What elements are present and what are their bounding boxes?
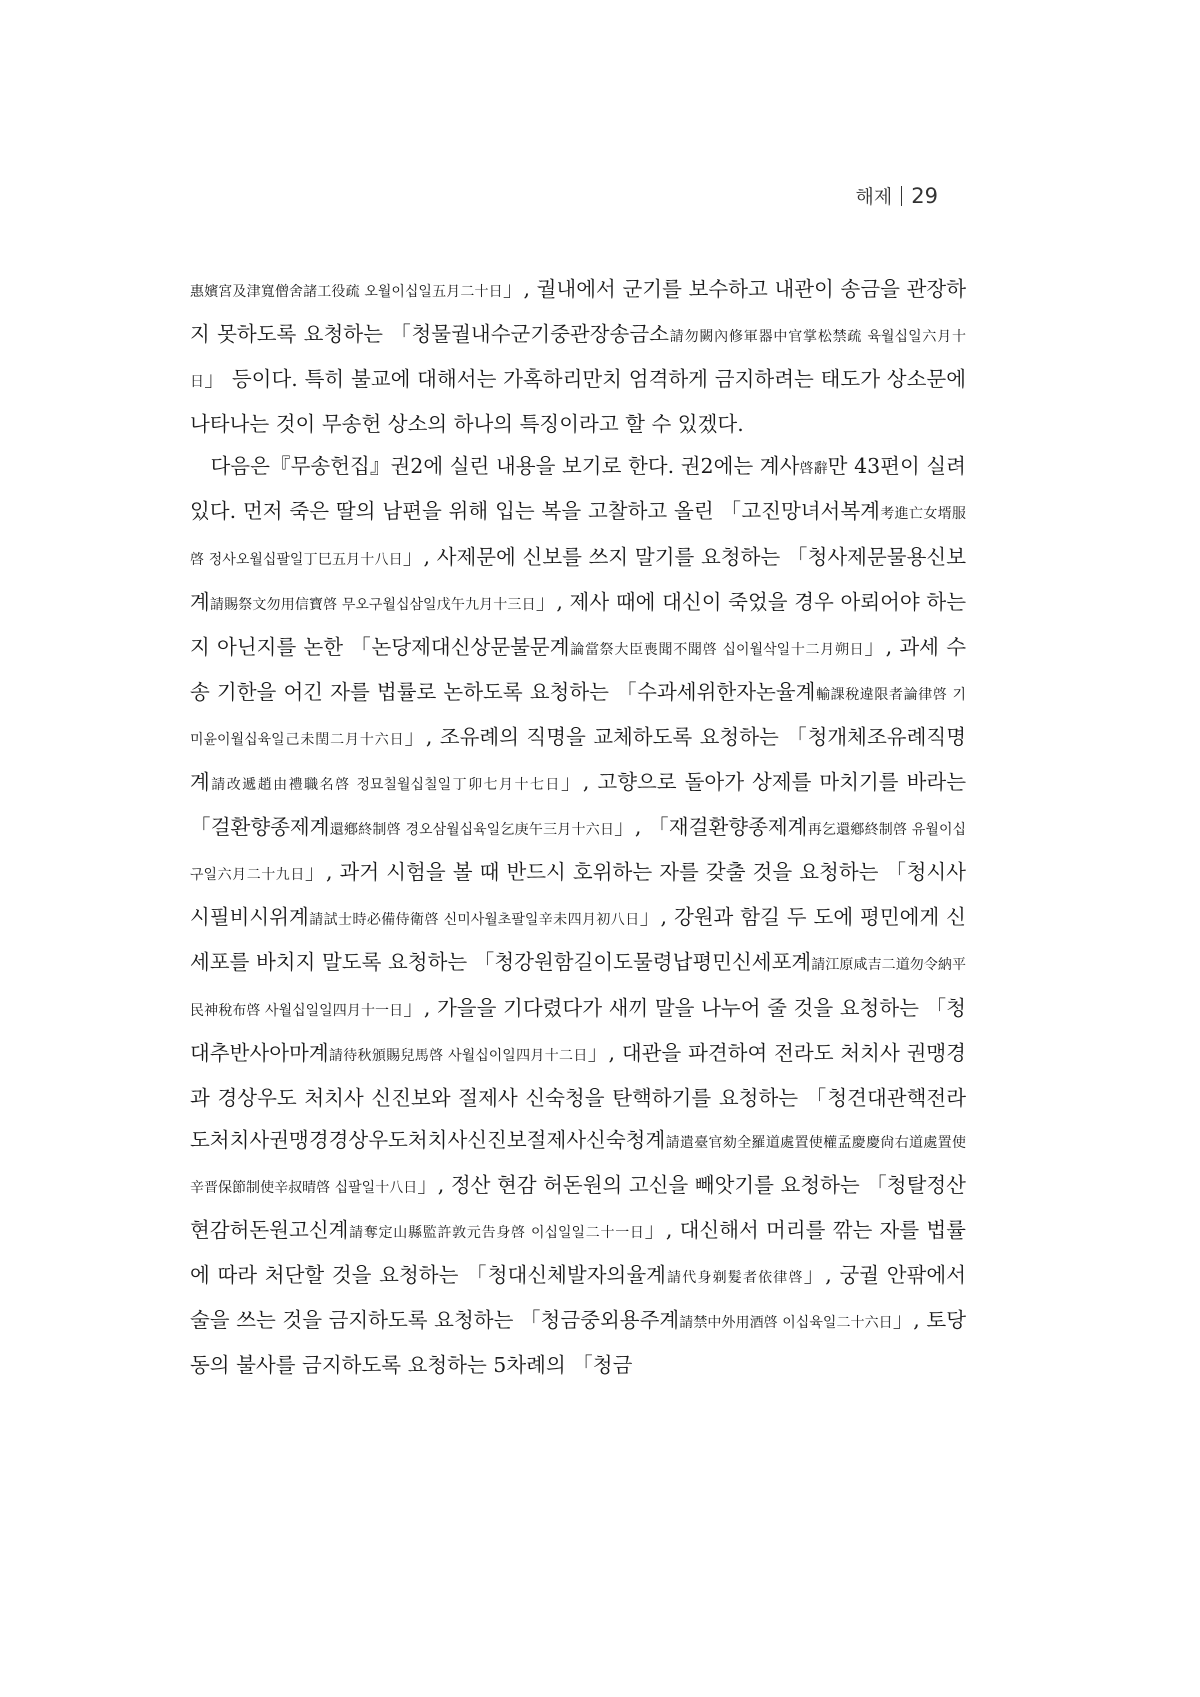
citation-annotation: 請代身剃髮者依律啓	[665, 1270, 804, 1287]
text-run: 」, 대신해서 머리를 깎는 자를 법률에 따라 처단할 것을 요청하는 「청대신체발자의율계	[190, 1217, 966, 1288]
text-run: 」, 대관을 파견하여 전라도 처치사 권맹경과 경상우도 처치사 신진보와 절제사 신숙청을 탄핵하기를 요청하는 「청견대관핵전라도처치사권맹경경상우도처치사신진보절제사신숙청계	[190, 1040, 966, 1152]
citation-annotation: 請改遞趙由禮職名啓 정묘칠월십칠일丁卯七月十七日	[209, 777, 561, 794]
citation-annotation: 還鄕終制啓 경오삼월십육일乞庚午三月十六日	[329, 822, 615, 839]
citation-annotation: 請禁中外用酒啓 이십육일二十六日	[679, 1315, 893, 1332]
citation-annotation: 請江原咸吉二道勿令納平民神稅布啓 사월십일일四月十一日	[190, 957, 967, 1019]
body-text	[190, 268, 966, 1386]
running-header	[856, 182, 938, 209]
citation-annotation: 再乞還鄕終制啓 유월이십구일六月二十九日	[190, 822, 966, 884]
header-section-title: 해제	[855, 186, 893, 208]
citation-annotation: 輸課稅違限者論律啓 기미윤이월십육일己未閏二月十六日	[190, 686, 966, 748]
text-run: 」, 궐내에서 군기를 보수하고 내관이 송금을 관장하지 못하도록 요청하는 「청물궐내수군기중관장송금소	[190, 277, 966, 347]
text-run: 」, 사제문에 신보를 쓰지 말기를 요청하는 「청사제문물용신보계	[190, 544, 966, 614]
citation-annotation: 請待秋頒賜兒馬啓 사월십이일四月十二日	[328, 1047, 588, 1064]
text-run: 」, 과세 수송 기한을 어긴 자를 법률로 논하도록 요청하는 「수과세위한자논율계	[190, 634, 966, 704]
text-run: 」, 궁궐 안팎에서 술을 쓰는 것을 금지하도록 요청하는 「청금중외용주계	[190, 1263, 966, 1333]
text-run: 다음은『무송헌집』권2에 실린 내용을 보기로 한다. 권2에는 계사	[210, 454, 800, 479]
citation-annotation: 啓辭	[799, 461, 828, 478]
text-run: 」, 과거 시험을 볼 때 반드시 호위하는 자를 갖출 것을 요청하는 「청시사시필비시위계	[190, 860, 966, 930]
paragraph	[190, 445, 966, 1386]
text-run: 」, 「재걸환향종제계	[614, 815, 808, 840]
text-run: 」, 정산 현감 허돈원의 고신을 빼앗기를 요청하는 「청탈정산현감허돈원고신계	[190, 1172, 966, 1242]
paragraph	[190, 268, 966, 445]
text-run: 」, 제사 때에 대신이 죽었을 경우 아뢰어야 하는지 아닌지를 논한 「논당제대신상문불문계	[190, 589, 966, 659]
citation-annotation: 請遣臺官劾全羅道處置使權孟慶慶尙右道處置使辛晋保節制使辛叔晴啓 십팔일十八日	[190, 1134, 966, 1196]
citation-annotation: 考進亡女壻服啓 정사오월십팔일丁巳五月十八日	[190, 506, 966, 568]
citation-annotation: 請勿闕內修軍器中官掌松禁疏 육월십일六月十日	[190, 329, 967, 391]
citation-annotation: 論當祭大臣喪聞不聞啓 십이월삭일十二月朔日	[569, 641, 865, 658]
citation-annotation: 請試士時必備侍衛啓 신미사월초팔일辛未四月初八日	[308, 912, 640, 929]
text-run: 」, 조유례의 직명을 교체하도록 요청하는 「청개체조유례직명계	[190, 724, 967, 795]
text-run: 」, 토당동의 불사를 금지하도록 요청하는 5차례의 「청금	[190, 1308, 967, 1378]
citation-annotation: 惠嬪宮及津寬僧舍諸工役疏 오월이십일五月二十日	[190, 284, 503, 300]
citation-annotation: 請奪定山縣監許敦元告身啓 이십일일二十一日	[348, 1224, 645, 1241]
text-run: 만 43편이 실려 있다. 먼저 죽은 딸의 남편을 위해 입는 복을 고찰하고 올린 「고진망녀서복계	[190, 454, 966, 524]
text-run: 」, 가을을 기다렸다가 새끼 말을 나누어 줄 것을 요청하는 「청대추반사아마계	[190, 995, 966, 1065]
citation-annotation: 請賜祭文勿用信寶啓 무오구월십삼일戊午九月十三日	[209, 596, 536, 613]
text-run: 」, 강원과 함길 두 도에 평민에게 신세포를 바치지 말도록 요청하는 「청강원함길이도물령납평민신세포계	[190, 905, 966, 975]
text-run: 」, 고향으로 돌아가 상제를 마치기를 바라는 「걸환향종제계	[190, 770, 967, 840]
header-divider	[901, 186, 902, 206]
page-number: 29	[911, 183, 938, 208]
text-run: 」 등이다. 특히 불교에 대해서는 가혹하리만치 엄격하게 금지하려는 태도가 상소문에 나타나는 것이 무송헌 상소의 하나의 특징이라고 할 수 있겠다.	[190, 367, 967, 437]
